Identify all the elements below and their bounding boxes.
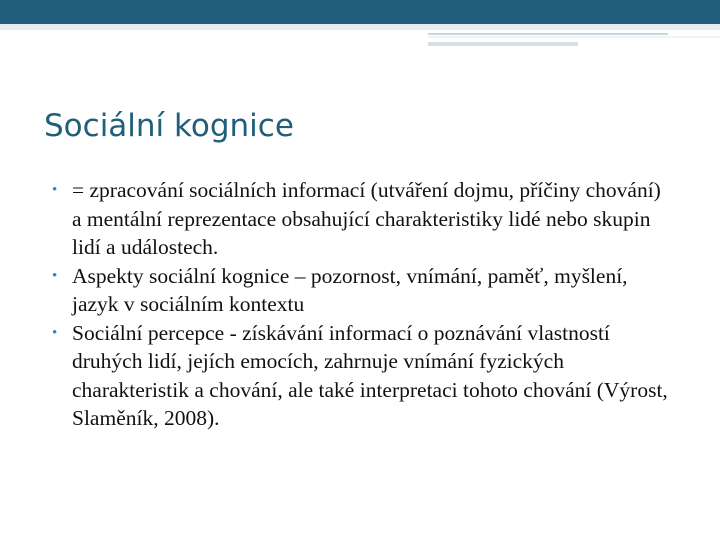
bullet-item (52, 176, 672, 262)
bullet-text: Aspekty sociální kognice – pozornost, vnímání, paměť, myšlení, jazyk v sociálním kontextu (72, 263, 628, 316)
bullet-text: Sociální percepce - získávání informací o poznávání vlastností druhých lidí, jejích emocích, zahrnuje vnímání fyzických charakteristik a chování, ale také interpretaci tohoto chování (Výrost, Slaměník, 2008). (72, 320, 668, 430)
header-band (0, 0, 720, 24)
decorative-line (428, 36, 720, 38)
bullet-item (52, 319, 672, 433)
bullet-icon: • (52, 267, 58, 284)
slide-title: Sociální kognice (44, 108, 294, 144)
bullet-list (52, 176, 672, 433)
decorative-line (428, 42, 578, 46)
bullet-item (52, 262, 672, 319)
bullet-icon: • (52, 324, 58, 341)
decorative-line (428, 33, 668, 35)
bullet-text: = zpracování sociálních informací (utváření dojmu, příčiny chování) a mentální reprezentace obsahující charakteristiky lidé nebo skupin lidí a událostech. (72, 178, 661, 259)
header-strip (0, 24, 720, 30)
bullet-icon: • (52, 182, 58, 198)
